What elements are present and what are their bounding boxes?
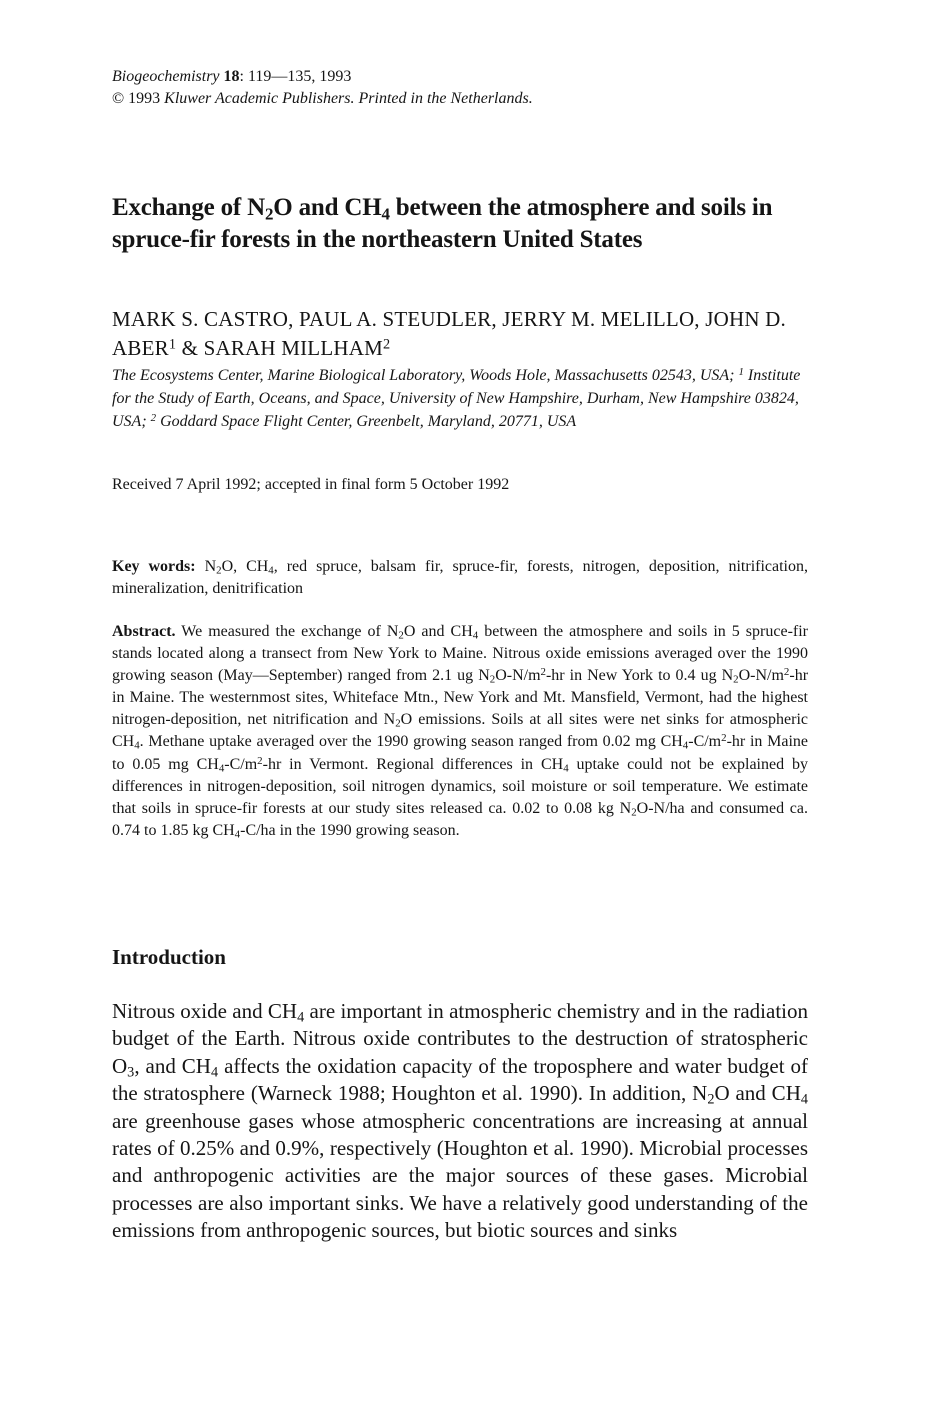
affiliations: The Ecosystems Center, Marine Biological Laboratory, Woods Hole, Massachusetts 02543, USA; $^1$ Institute for the Study of Earth, Oceans, and Space, University of New Hampshire, Durham, New Hampshire 03824, USA; $^2$ Goddard Space Flight Center, Greenbelt, Maryland, 20771, USA — [112, 366, 801, 430]
journal-name: Biogeochemistry — [112, 68, 220, 85]
copyright: © 1993 — [112, 90, 161, 107]
journal-header — [112, 66, 533, 110]
article-title: Exchange of $N_2O$ and $CH_4$ between the atmosphere and soils in spruce-fir forests in the northeastern United States — [112, 194, 773, 253]
pages: : 119—135, 1993 — [239, 68, 352, 85]
volume: 18 — [223, 68, 240, 85]
keywords: Key words: $N_2O$, $CH_4$, red spruce, balsam fir, spruce-fir, forests, nitrogen, deposition, nitrification, mineralization, denitrification — [112, 558, 808, 597]
abstract-label: Abstract. — [112, 623, 176, 640]
citation-line — [112, 66, 533, 88]
received-dates: Received 7 April 1992; accepted in final form 5 October 1992 — [112, 476, 510, 493]
publisher: Kluwer Academic Publishers. Printed in the Netherlands. — [164, 90, 533, 107]
author-list: MARK S. CASTRO, PAUL A. STEUDLER, JERRY M. MELILLO, JOHN D. ABER$^1$ & SARAH MILLHAM$^2$ — [112, 307, 786, 360]
abstract: Abstract. We measured the exchange of $N_2O$ and $CH_4$ between the atmosphere and soils in 5 spruce-fir stands located along a transect from New York to Maine. Nitrous oxide emissions averaged over the 1990 growing season (May—September) ranged from 2.1 ug $N_2O-N/m^2-hr$ in New York to 0.4 ug $N_2O-N/m^2-hr$ in Maine. The westernmost sites, Whiteface Mtn., New York and Mt. Mansfield, Vermont, had the highest nitrogen-deposition, net nitrification and $N_2O$ emissions. Soils at all sites were net sinks for atmospheric $CH_4$. Methane uptake averaged over the 1990 growing season ranged from 0.02 mg $CH_4-C/m^2-hr$ in Maine to 0.05 mg $CH_4-C/m^2-hr$ in Vermont. Regional differences in $CH_4$ uptake could not be explained by differences in nitrogen-deposition, soil nitrogen dynamics, soil moisture or soil temperature. We estimate that soils in spruce-fir forests at our study sites released ca. 0.02 to 0.08 kg $N_2O-N/ha$ and consumed ca. 0.74 to 1.85 kg $CH_4-C/ha$ in the 1990 growing season. — [112, 623, 809, 841]
copyright-line — [112, 88, 533, 110]
section-heading-introduction: Introduction — [112, 945, 226, 969]
keywords-label: Key words: — [112, 558, 196, 575]
introduction-paragraph: Nitrous oxide and $CH_4$ are important in atmospheric chemistry and in the radiation budget of the Earth. Nitrous oxide contributes to the destruction of stratospheric $O_3$, and $CH_4$ affects the oxidation capacity of the troposphere and water budget of the stratosphere (Warneck 1988; Houghton et al. 1990). In addition, $N_2O$ and $CH_4$ are greenhouse gases whose atmospheric concentrations are increasing at annual rates of 0.25% and 0.9%, respectively (Houghton et al. 1990). Microbial processes and anthropogenic activities are the major sources of these gases. Microbial processes are also important sinks. We have a relatively good understanding of the emissions from anthropogenic sources, but biotic sources and sinks — [112, 999, 808, 1243]
